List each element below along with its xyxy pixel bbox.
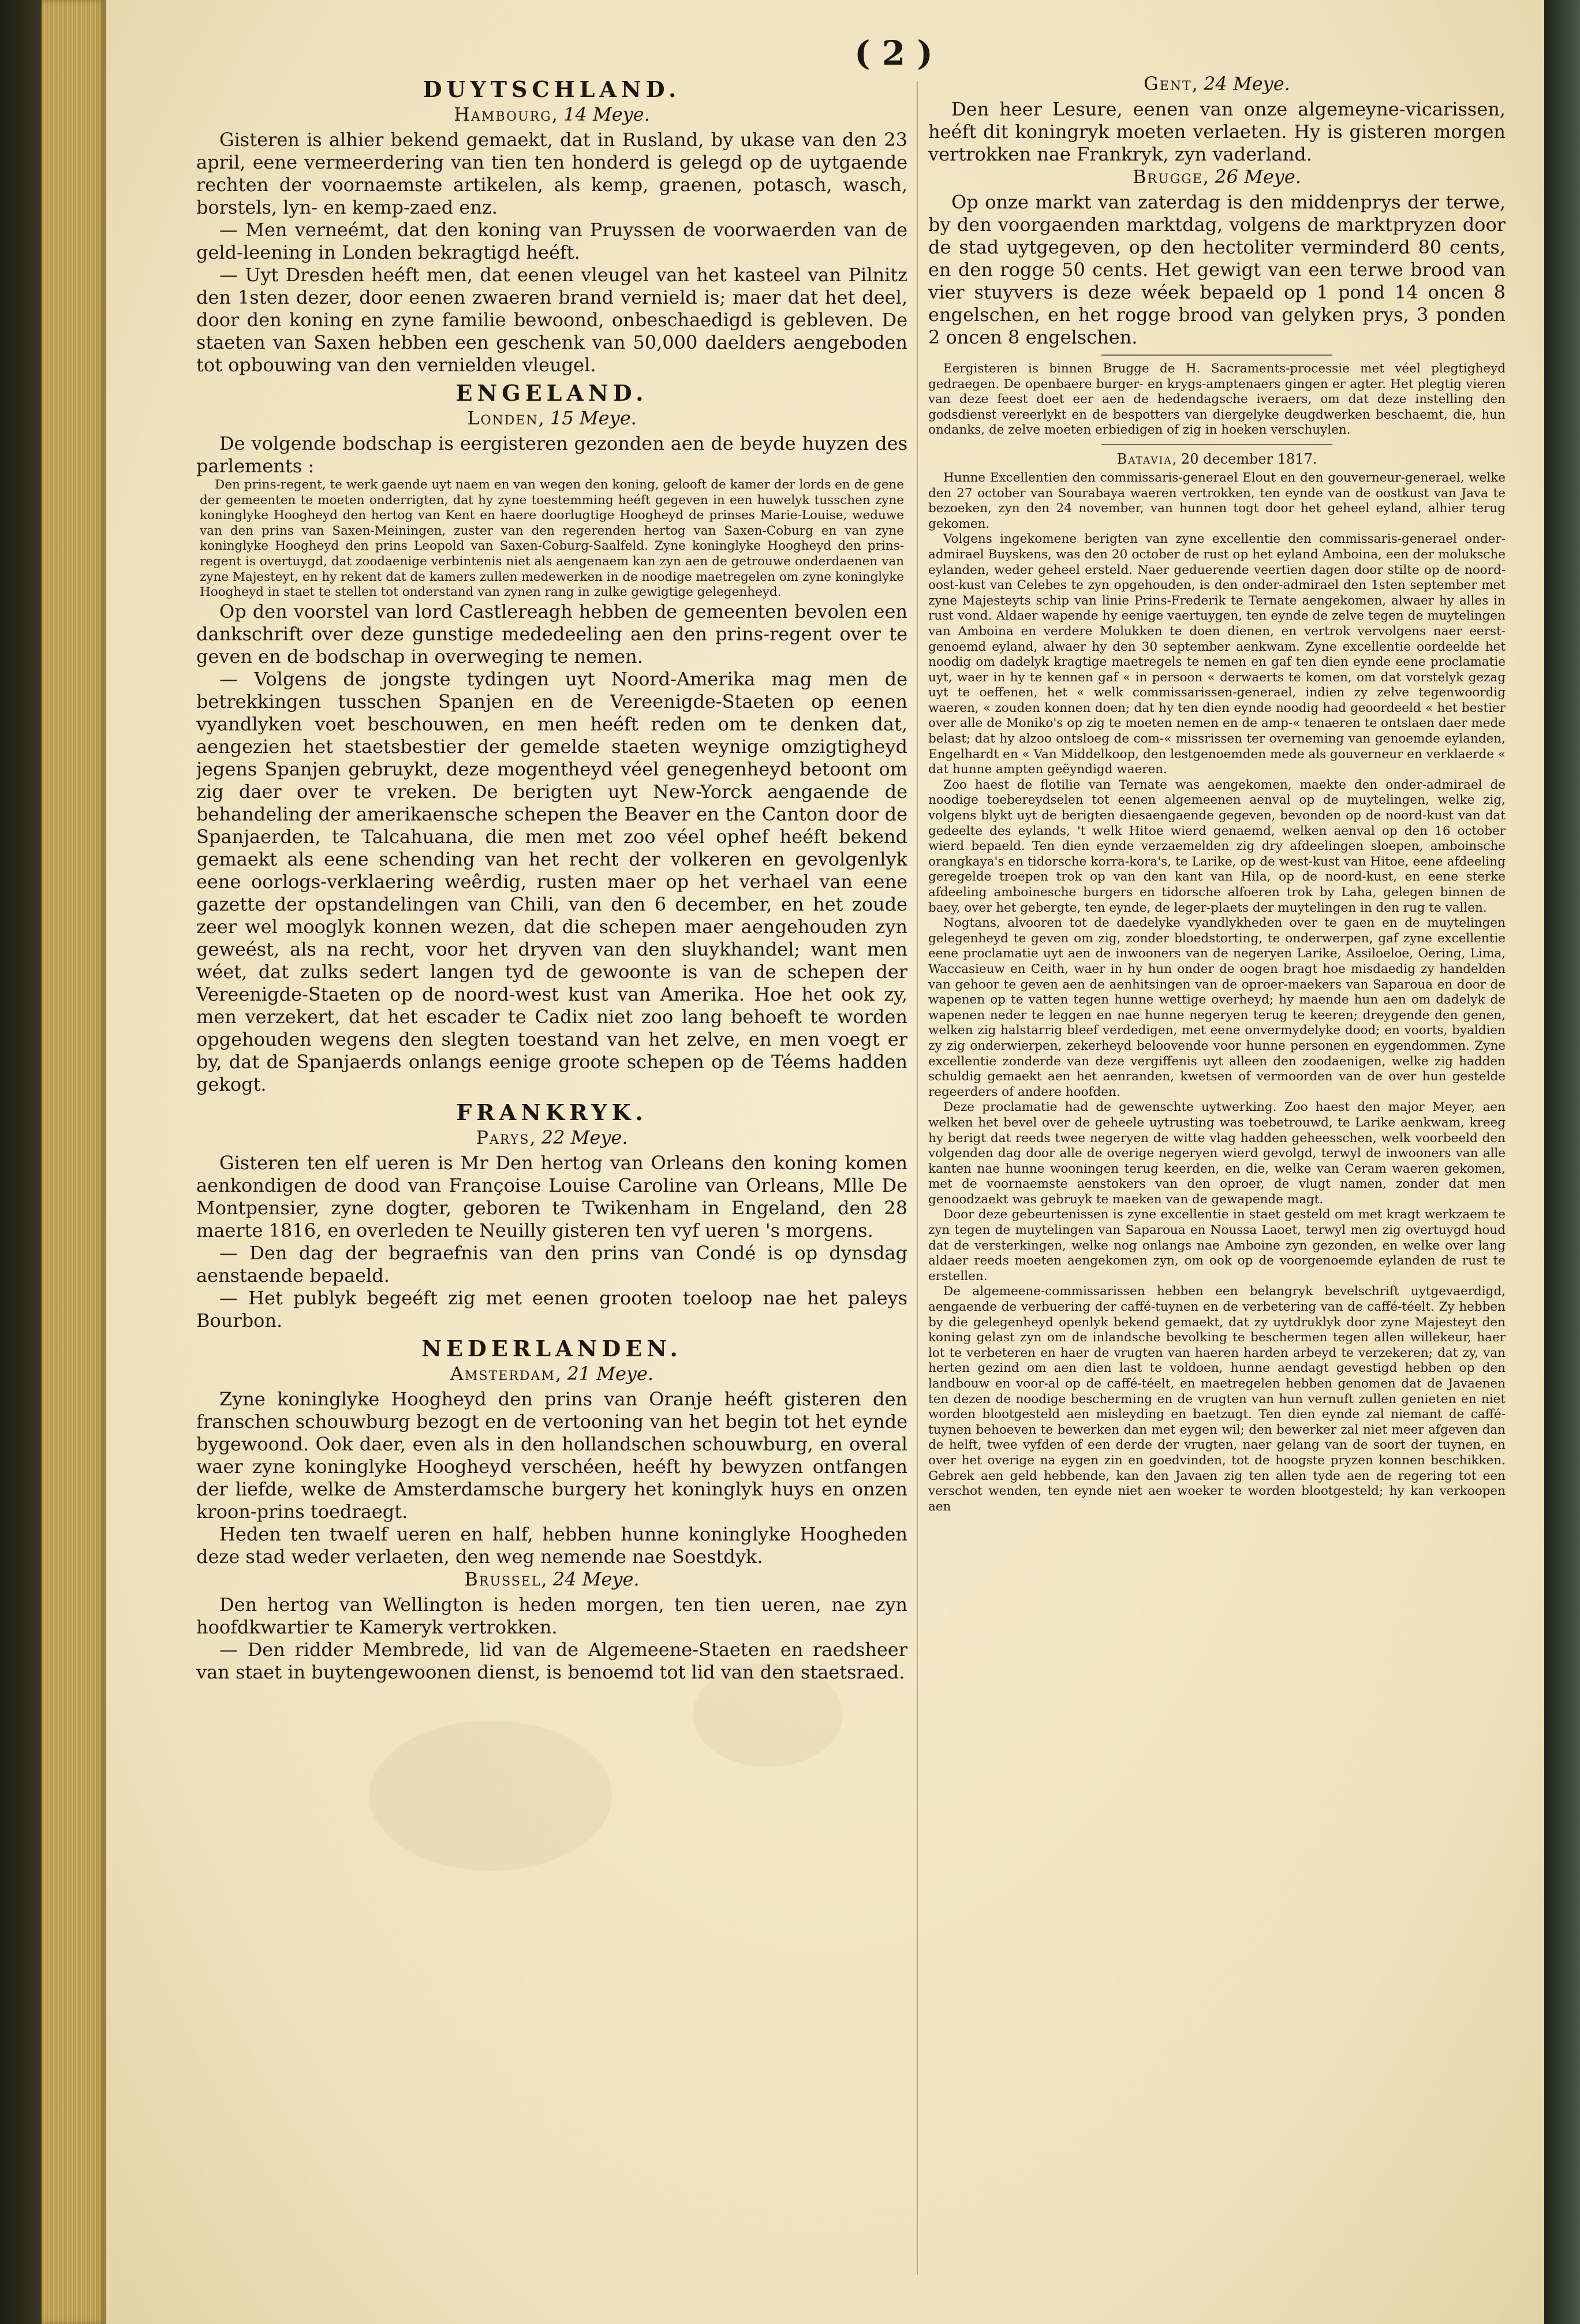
dateline-ghent: Gent, 24 Meye.	[1144, 73, 1290, 95]
dateline-date: 24 Meye.	[1204, 73, 1290, 95]
article-paragraph: — Uyt Dresden heéft men, dat eenen vleugel van het kasteel van Pilnitz den 1sten dezer, door eenen zwaeren brand vernield is; maer dat het deel, door den koning en zyne familie bewoond, onbeschaedigd is gebleven. De staeten van Saxen hebben een geschenk van 50,000 daelders aengeboden tot opbouwing van den vernielden vleugel.	[196, 264, 907, 376]
article-paragraph: Den heer Lesure, eenen van onze algemeyne-vicarissen, heéft dit koningryk moeten verlaeten. Hy is gisteren morgen vertrokken nae Frankryk, zyn vaderland.	[928, 98, 1506, 165]
article-paragraph: Op den voorstel van lord Castlereagh hebben de gemeenten bevolen een dankschrift over deze gunstige mededeeling aen den prins-regent over te geven en de bodschap in overweging te nemen.	[196, 600, 907, 667]
dateline-place: Parys	[476, 1126, 530, 1148]
section-heading-france: FRANKRYK.	[456, 1099, 648, 1125]
page-number: ( 2 )	[854, 33, 933, 73]
article-paragraph: Deze proclamatie had de gewenschte uytwerking. Zoo haest den major Meyer, aen welken het bevel over de geheele uytrusting was toebetrouwd, te Larike aenkwam, kreeg hy berigt dat reeds twee negeryen de witte vlag hadden geheesschen, welk voorbeeld den volgenden dag door alle de overige negeryen wierd gevolgd, terwyl de inwooners van alle kanten nae hunne wooningen terug keerden, en die, welke van Ceram waeren gekomen, met de voornaemste aenstokers van den oproer, de vlugt namen, zonder dat men genoodzaekt was gebruyk te maeken van de gewapende magt.	[928, 1100, 1506, 1207]
dateline-place: Batavia	[1116, 450, 1172, 467]
article-paragraph: — Den ridder Membrede, lid van de Algemeene-Staeten en raedsheer van staet in buytengewoonen dienst, is benoemd tot lid van den staetsraed.	[196, 1638, 907, 1683]
section-heading-netherlands: NEDERLANDEN.	[421, 1335, 682, 1361]
article-paragraph: Op onze markt van zaterdag is den middenprys der terwe, by den voorgaenden marktdag, volgens de marktpryzen door de stad uytgegeven, op den hectoliter verminderd 80 cents, en den rogge 50 cents. Het gewigt van een terwe brood van vier stuyvers is deze wéek bepaeld op 1 pond 14 oncen 8 engelschen, en het rogge brood van gelyken prys, 3 ponden 2 oncen 8 engelschen.	[928, 191, 1506, 348]
article-paragraph: Heden ten twaelf ueren en half, hebben hunne koninglyke Hoogheden deze stad weder verlaeten, den weg nemende nae Soestdyk.	[196, 1523, 907, 1568]
article-paragraph: Nogtans, alvooren tot de daedelyke vyandlykheden over te gaen en de muytelingen gelegenheyd te geven om zig, zonder bloedstorting, te onderwerpen, gaf zyne excellentie eene proclamatie uyt aen de inwooners van de negeryen Larike, Assiloeloe, Oering, Lima, Waccasieuw en Ceith, waer in hy hun onder de oogen bragt hoe misdaedig zy handelden van gehoor te geven aen de aenhitsingen van de oproer-maekers van Saparoua en door de wapenen op te vatten tegen hunne wettige overheyd; hy maende hun aen om dadelyk de wapenen neder te leggen en nae hunne negeryen terug te keeren; dreygende den genen, welken zig halstarrig bleef verdedigen, met eene onvermydelyke dood; en voorts, byaldien zy zig onderwierpen, zekerheyd beloovende voor hunne personen en eygendommen. Zyne excellentie zonderde van deze vergiffenis uyt alleen den zoodaenigen, welke zig hadden schuldig gemaekt aen het aenranden, kwetsen of vermoorden van de over hun gestelde regeerders of andere hoofden.	[928, 916, 1506, 1099]
dateline-place: Brussel	[464, 1568, 541, 1590]
dateline-brussels: Brussel, 24 Meye.	[464, 1568, 640, 1590]
dateline-place: Hambourg	[454, 103, 552, 125]
book-spine-right	[1544, 0, 1580, 2324]
article-paragraph: Hunne Excellentien den commissaris-generael Elout en den gouverneur-generael, welke den 27 october van Sourabaya waeren vertrokken, ten eynde van de oostkust van Java te bezoeken, zyn den 24 november, van hunnen togt door het geheel eyland, alhier terug gekomen.	[928, 470, 1506, 531]
dateline-date: 24 Meye.	[552, 1568, 640, 1590]
section-heading-germany: DUYTSCHLAND.	[423, 76, 681, 102]
right-column	[928, 73, 1506, 2284]
royal-message-block	[196, 478, 907, 600]
dateline-place: Gent	[1144, 73, 1192, 95]
dateline-date: 22 Meye.	[541, 1126, 628, 1148]
dateline-date: 15 Meye.	[550, 407, 637, 429]
article-paragraph: — Men verneémt, dat den koning van Pruyssen de voorwaerden van de geld-leening in Londen bekragtigd heéft.	[196, 219, 907, 263]
dateline-paris: Parys, 22 Meye.	[476, 1126, 628, 1148]
dateline-date: 14 Meye.	[563, 103, 650, 125]
article-paragraph: Door deze gebeurtenissen is zyne excellentie in staet gesteld om met kragt werkzaem te zyn tegen de muytelingen van Saparoua en Noussa Laoet, terwyl men zig overtuygd houd dat de versterkingen, welke nog onlangs nae Amboine zyn gezonden, en welke over lang aldaer reeds moeten aengekomen zyn, om ook op de voorgenoemde eylanden de rust te erstellen.	[928, 1207, 1506, 1284]
article-paragraph: Volgens ingekomene berigten van zyne excellentie den commissaris-generael onder-admirael Buyskens, was den 20 october de rust op het eyland Amboina, een der moluksche eylanden, weder geheel ersteld. Naer geduerende veertien dagen door stilte op de noord-oost-kust van Celebes te zyn opgehouden, is den onder-admirael den 1sten september met zyne Majesteyts schip van linie Prins-Frederik te Ternate aengekomen, alwaer hy alles in rust vond. Aldaer wapende hy eenige vaertuygen, ten eynde de zelve tegen de muytelingen van Amboina en verdere Molukken te doen dienen, en vertrok vervolgens naer eerst-genoemd eyland, alwaer hy den 30 september aenkwam. Zyne excellentie oordeelde het noodig om dadelyk kragtige maetregels te nemen en gaf ten dien eynde eene proclamatie uyt, waer in hy te kennen gaf « in persoon « derwaerts te komen, om dat vorstelyk gezag uyt te oeffenen, het « welk commissarissen-generael, indien zy zelve tegenwoordig waeren, « zouden konnen doen; dat hy ten dien eynde noodig had geoordeeld « het bestier over alle de Moniko's op zig te moeten nemen en de amp-« tenaeren te ontslaen daer mede belast; dat hy alzoo ontsloeg de com-« missrissen ter overneming van genoemde eylanden, Engelhardt en « Van Middelkoop, den lestgenoemden mede als gouverneur en verklaerde « dat hunne ampten geëyndigd waeren.	[928, 532, 1506, 777]
dateline-date: 21 Meye.	[567, 1362, 654, 1385]
dateline-date: 26 Meye.	[1215, 166, 1301, 188]
dateline-hamburg: Hambourg, 14 Meye.	[454, 103, 650, 125]
article-paragraph: De algemeene-commissarissen hebben een belangryk bevelschrift uytgevaerdigd, aengaende de verbuering der caffé-tuynen en de verbetering van de caffé-téelt. Zy hebben by die gelegenheyd openlyk bekend gemaekt, dat zy uytdruklyk door zyne Majesteyt den koning gelast zyn om de inlandsche bevolking te beschermen tegen allen willekeur, haer lot te verbeteren en haer de vrugten van haeren harden arbeyd te verzekeren; dat zy, van herten gezind om aen dien last te voldoen, hunne aendagt gevestigd hebben op den landbouw en voor-al op de caffé-téelt, en maetregelen hebben genomen dat de Javaenen ten dezen de noodige bescherming en de vrugten van hun vernuft zullen genieten en niet worden blootgesteld aen misleyding en baetzugt. Ten dien eynde zal niemant de caffé-tuynen behoeven te bewerken dan met eygen wil; den bewerker zal niet meer afgeven dan de helft, twee vyfden of een derde der vrugten, naer gelang van de soort der tuynen, en over het overige na eygen zin en goedvinden, tot de hoogste pryzen konnen beschikken. Gebrek aen geld hebbende, kan den Javaen zig ten allen tyde aen de regering tot een verschot wenden, ten eynde niet aen woeker te worden blootgesteld; hy kan verkoopen aen	[928, 1284, 1506, 1514]
column-divider	[917, 81, 918, 2275]
article-paragraph: Eergisteren is binnen Brugge de H. Sacraments-processie met véel plegtigheyd gedraegen. De openbaere burger- en krygs-amptenaers gingen er agter. Het plegtig vieren van deze feest doet eer aen de hedendagsche iveraers, om dat deze instelling den godsdienst vereerlykt en de bespotters van diergelyke deugdwerken beschaemt, die, hun ondanks, de zelve moeten erbiedigen of zig in hoeken verschuylen.	[928, 361, 1506, 438]
article-paragraph: — Den dag der begraefnis van den prins van Condé is op dynsdag aenstaende bepaeld.	[196, 1241, 907, 1286]
book-spine-left	[0, 0, 42, 2324]
article-paragraph: — Volgens de jongste tydingen uyt Noord-Amerika mag men de betrekkingen tusschen Spanjen en de Vereenigde-Staeten op eenen vyandlyken voet beschouwen, en men heéft reden om te denken dat, aengezien het staetsbestier der gemelde staeten weynige omzigtigheyd jegens Spanjen gebruykt, deze mogentheyd véel genegenheyd betoont om zig daer over te vreken. De berigten uyt New-Yorck aengaende de behandeling der amerikaensche schepen the Beaver en the Canton door de Spanjaerden, te Talcahuana, die men met zoo véel ophef heéft bekend gemaekt als eene schending van het recht der volkeren en gevolgenlyk eene oorlogs-verklaering weêrdig, rusten maer op het verhael van eene gazette der opstandelingen van Chili, van den 6 december, en het zoude zeer wel mooglyk konnen wezen, dat die schepen maer aengehouden zyn geweést, als na recht, voor het dryven van den sluykhandel; want men wéet, dat zulks sedert langen tyd de gewoonte is van de schepen der Vereenigde-Staeten op de noord-west kust van Amerika. Hoe het ook zy, men verzekert, dat het escader te Cadix niet zoo lang behoeft te worden opgehouden wegens den slegten toestand van het zelve, en men voegt er by, dat de Spanjaerds onlangs eenige groote schepen op de Téems hadden gekogt.	[196, 667, 907, 1095]
article-paragraph: Zyne koninglyke Hoogheyd den prins van Oranje heéft gisteren den franschen schouwburg bezogt en de vertooning van het begin tot het eynde bygewoond. Ook daer, even als in den hollandschen schouwburg, en overal waer zyne koninglyke Hoogheyd verschéen, heéft hy bewyzen ontfangen der liefde, welke de Amsterdamsche burgery het koninglyk huys en onzen kroon-prins toedraegt.	[196, 1387, 907, 1523]
article-paragraph: De volgende bodschap is eergisteren gezonden aen de beyde huyzen des parlements :	[196, 432, 907, 477]
separator-rule	[1101, 444, 1332, 445]
article-paragraph: Gisteren is alhier bekend gemaekt, dat in Rusland, by ukase van den 23 april, eene vermeerdering van tien ten honderd is gelegd op de uytgaende rechten der voornaemste artikelen, als kemp, graenen, potasch, wasch, borstels, lyn- en kemp-zaed enz.	[196, 129, 907, 218]
article-paragraph: — Het publyk begeéft zig met eenen grooten toeloop nae het paleys Bourbon.	[196, 1286, 907, 1331]
dateline-bruges: Brugge, 26 Meye.	[1133, 166, 1301, 188]
dateline-amsterdam: Amsterdam, 21 Meye.	[450, 1362, 654, 1385]
dateline-place: Londen	[467, 407, 539, 429]
dateline-batavia: Batavia, 20 december 1817.	[1116, 450, 1317, 467]
dateline-place: Brugge	[1133, 166, 1203, 188]
separator-rule	[1101, 355, 1332, 356]
article-paragraph: Zoo haest de flotilie van Ternate was aengekomen, maekte den onder-admirael de noodige toebereydselen tot eenen algemeenen aenval op de muytelingen, welke zig, volgens blykt uyt de berigten diesaengaende gegeven, bevonden op de noord-kust van dat gedeelte des eylands, 't welk Hitoe wierd genaemd, welken aenval op den 16 october wierd bepaeld. Ten dien eynde verzaemelden zig dry afdeelingen sloepen, amboinsche orangkaya's en tidorsche korra-kora's, te Larike, op de west-kust van Hitoe, eene afdeeling geregelde troepen trok op van den kant van Hila, op de noord-kust, en eene sterke afdeeling amboinesche burgers en tidorsche alfoeren trok by Laha, gelegen binnen de baey, over het gebergte, ten eynde, de leger-plaets der muytelingen in den rug te vallen.	[928, 777, 1506, 915]
royal-message-text: Den prins-regent, te werk gaende uyt naem en van wegen den koning, gelooft de kamer der lords en de gene der gemeenten te moeten onderrigten, dat hy zyne toestemming heéft gegeven in een huwelyk tusschen zyne koninglyke Hoogheyd den hertog van Kent en haere doorlugtige Hoogheyd de prinses Marie-Louise, weduwe van den prins van Saxen-Meiningen, zuster van den regerenden hertog van Saxen-Coburg en van zyne koninglyke Hoogheyd den prins Leopold van Saxen-Coburg-Saalfeld. Zyne koninglyke Hoogheyd den prins-regent is overtuygd, dat zoodaenige verbintenis niet als aengenaem kan zyn aen de getrouwe onderdaenen van zyne Majesteyt, en hy rekent dat de kamers zullen medewerken in de noodige maetregelen om zyne koninglyke Hoogheyd in staet te stellen tot onderstand van zynen rang in zulke gewigtige gelegenheyd.	[200, 478, 904, 600]
page-edges	[42, 0, 106, 2324]
article-paragraph: Den hertog van Wellington is heden morgen, ten tien ueren, nae zyn hoofdkwartier te Kameryk vertrokken.	[196, 1593, 907, 1638]
left-column	[196, 73, 907, 2284]
dateline-place: Amsterdam	[450, 1362, 555, 1385]
section-heading-england: ENGELAND.	[455, 380, 648, 406]
article-paragraph: Gisteren ten elf ueren is Mr Den hertog van Orleans den koning komen aenkondigen de dood van Françoise Louise Caroline van Orleans, Mlle De Montpensier, zyne dogter, geboren te Twikenham in Engeland, den 28 maerte 1816, en overleden te Neuilly gisteren ten vyf ueren 's morgens.	[196, 1151, 907, 1241]
dateline-date: 20 december 1817.	[1181, 450, 1317, 467]
dateline-london: Londen, 15 Meye.	[467, 407, 637, 429]
